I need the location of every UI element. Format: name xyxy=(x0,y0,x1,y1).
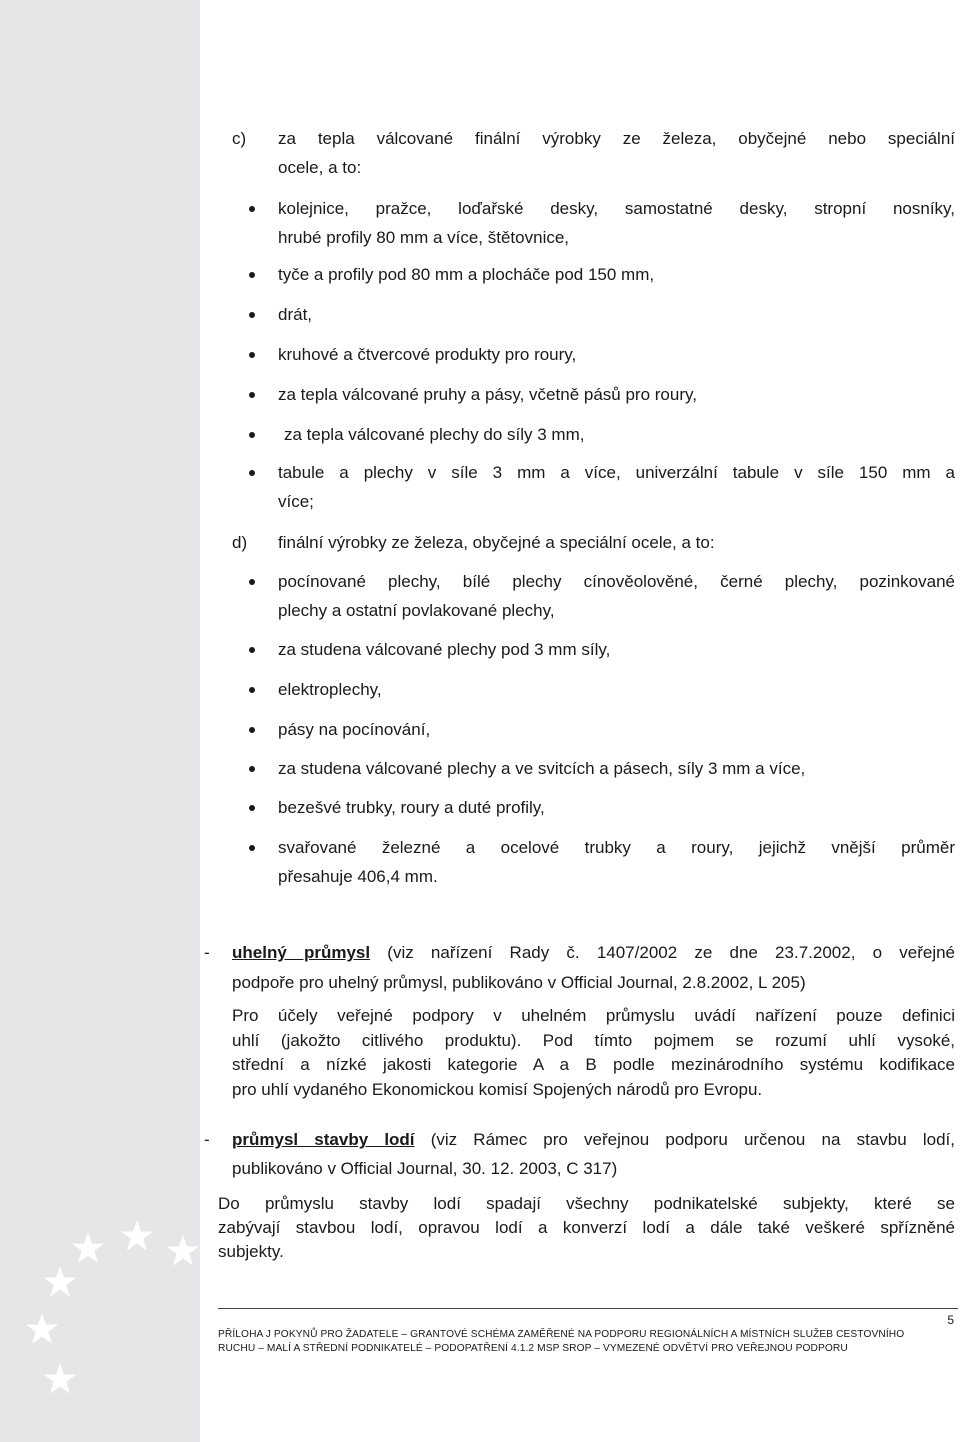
list-item: kolejnice, pražce, loďařské desky, samostatné desky, stropní nosníky, xyxy=(278,199,955,218)
list-item: za studena válcované plechy pod 3 mm síly, xyxy=(278,640,611,659)
list-item: svařované železné a ocelové trubky a roury, jejichž vnější průměr xyxy=(278,838,955,857)
coal-heading xyxy=(232,938,955,967)
ship-term: průmysl stavby lodí xyxy=(232,1130,415,1149)
bullet-icon xyxy=(249,206,255,212)
bullet-icon xyxy=(249,687,255,693)
list-item: drát, xyxy=(278,305,313,324)
coal-heading-cont: podpoře pro uhelný průmysl, publikováno v Official Journal, 2.8.2002, L 205) xyxy=(232,973,806,992)
dash-marker: - xyxy=(204,1130,210,1149)
coal-para-line: střední a nízké jakosti kategorie A a B podle mezinárodního systému kodifikace xyxy=(232,1055,955,1074)
bullet-icon xyxy=(249,470,255,476)
list-item: za tepla válcované plechy do síly 3 mm, xyxy=(284,425,585,444)
list-item-cont: plechy a ostatní povlakované plechy, xyxy=(278,601,555,620)
footer-divider xyxy=(218,1308,958,1309)
bullet-icon xyxy=(249,312,255,318)
bullet-icon xyxy=(249,579,255,585)
section-c-heading: za tepla válcované finální výrobky ze železa, obyčejné nebo speciální xyxy=(278,129,955,148)
section-c-heading-cont: ocele, a to: xyxy=(278,158,362,177)
section-d-marker: d) xyxy=(232,533,248,552)
footer-line: RUCHU – MALÍ A STŘEDNÍ PODNIKATELÉ – PODOPATŘENÍ 4.1.2 MSP SROP – VYMEZENÉ ODVĚTVÍ PRO VEŘEJNOU PODPORU xyxy=(218,1343,848,1354)
list-item: elektroplechy, xyxy=(278,680,382,699)
coal-ref: (viz nařízení Rady č. 1407/2002 ze dne 23.7.2002, o veřejné xyxy=(370,943,955,962)
bullet-icon xyxy=(249,805,255,811)
footer-line: PŘÍLOHA J POKYNŮ PRO ŽADATELE – GRANTOVÉ SCHÉMA ZAMĚŘENÉ NA PODPORU REGIONÁLNÍCH A MÍSTNÍCH SLUŽEB CESTOVNÍHO xyxy=(218,1329,905,1340)
ship-ref: (viz Rámec pro veřejnou podporu určenou na stavbu lodí, xyxy=(414,1130,955,1149)
ship-para-line: Do průmyslu stavby lodí spadají všechny podnikatelské subjekty, které se xyxy=(218,1194,955,1213)
bullet-icon xyxy=(249,392,255,398)
bullet-icon xyxy=(249,845,255,851)
list-item-cont: přesahuje 406,4 mm. xyxy=(278,867,438,886)
list-item: pocínované plechy, bílé plechy cínověolověné, černé plechy, pozinkované xyxy=(278,572,955,591)
bullet-icon xyxy=(249,272,255,278)
list-item: kruhové a čtvercové produkty pro roury, xyxy=(278,345,577,364)
bullet-icon xyxy=(249,727,255,733)
coal-para-line: pro uhlí vydaného Ekonomickou komisí Spojených národů pro Evropu. xyxy=(232,1080,763,1099)
coal-para-line: uhlí (jakožto citlivého produktu). Pod tímto pojmem se rozumí uhlí vysoké, xyxy=(232,1031,955,1050)
coal-para-line: Pro účely veřejné podpory v uhelném průmyslu uvádí nařízení pouze definici xyxy=(232,1006,955,1025)
ship-heading xyxy=(232,1125,955,1154)
list-item: za studena válcované plechy a ve svitcích a pásech, síly 3 mm a více, xyxy=(278,759,806,778)
section-c-marker: c) xyxy=(232,129,247,148)
bullet-icon xyxy=(249,432,255,438)
list-item: tabule a plechy v síle 3 mm a více, univerzální tabule v síle 150 mm a xyxy=(278,463,955,482)
list-item: za tepla válcované pruhy a pásy, včetně pásů pro roury, xyxy=(278,385,697,404)
ship-heading-cont: publikováno v Official Journal, 30. 12. 2003, C 317) xyxy=(232,1159,618,1178)
bullet-icon xyxy=(249,352,255,358)
section-d-heading: finální výrobky ze železa, obyčejné a speciální ocele, a to: xyxy=(278,533,715,552)
dash-marker: - xyxy=(204,943,210,962)
ship-para-line: subjekty. xyxy=(218,1242,284,1261)
list-item-cont: hrubé profily 80 mm a více, štětovnice, xyxy=(278,228,570,247)
list-item-cont: více; xyxy=(278,492,314,511)
bullet-icon xyxy=(249,647,255,653)
bullet-icon xyxy=(249,766,255,772)
page-number: 5 xyxy=(947,1313,954,1327)
coal-term: uhelný průmysl xyxy=(232,943,371,962)
list-item: tyče a profily pod 80 mm a plocháče pod 150 mm, xyxy=(278,265,655,284)
list-item: bezešvé trubky, roury a duté profily, xyxy=(278,798,545,817)
list-item: pásy na pocínování, xyxy=(278,720,431,739)
ship-para-line: zabývají stavbou lodí, opravou lodí a konverzí lodí a dále také veškeré spřízněné xyxy=(218,1218,955,1237)
